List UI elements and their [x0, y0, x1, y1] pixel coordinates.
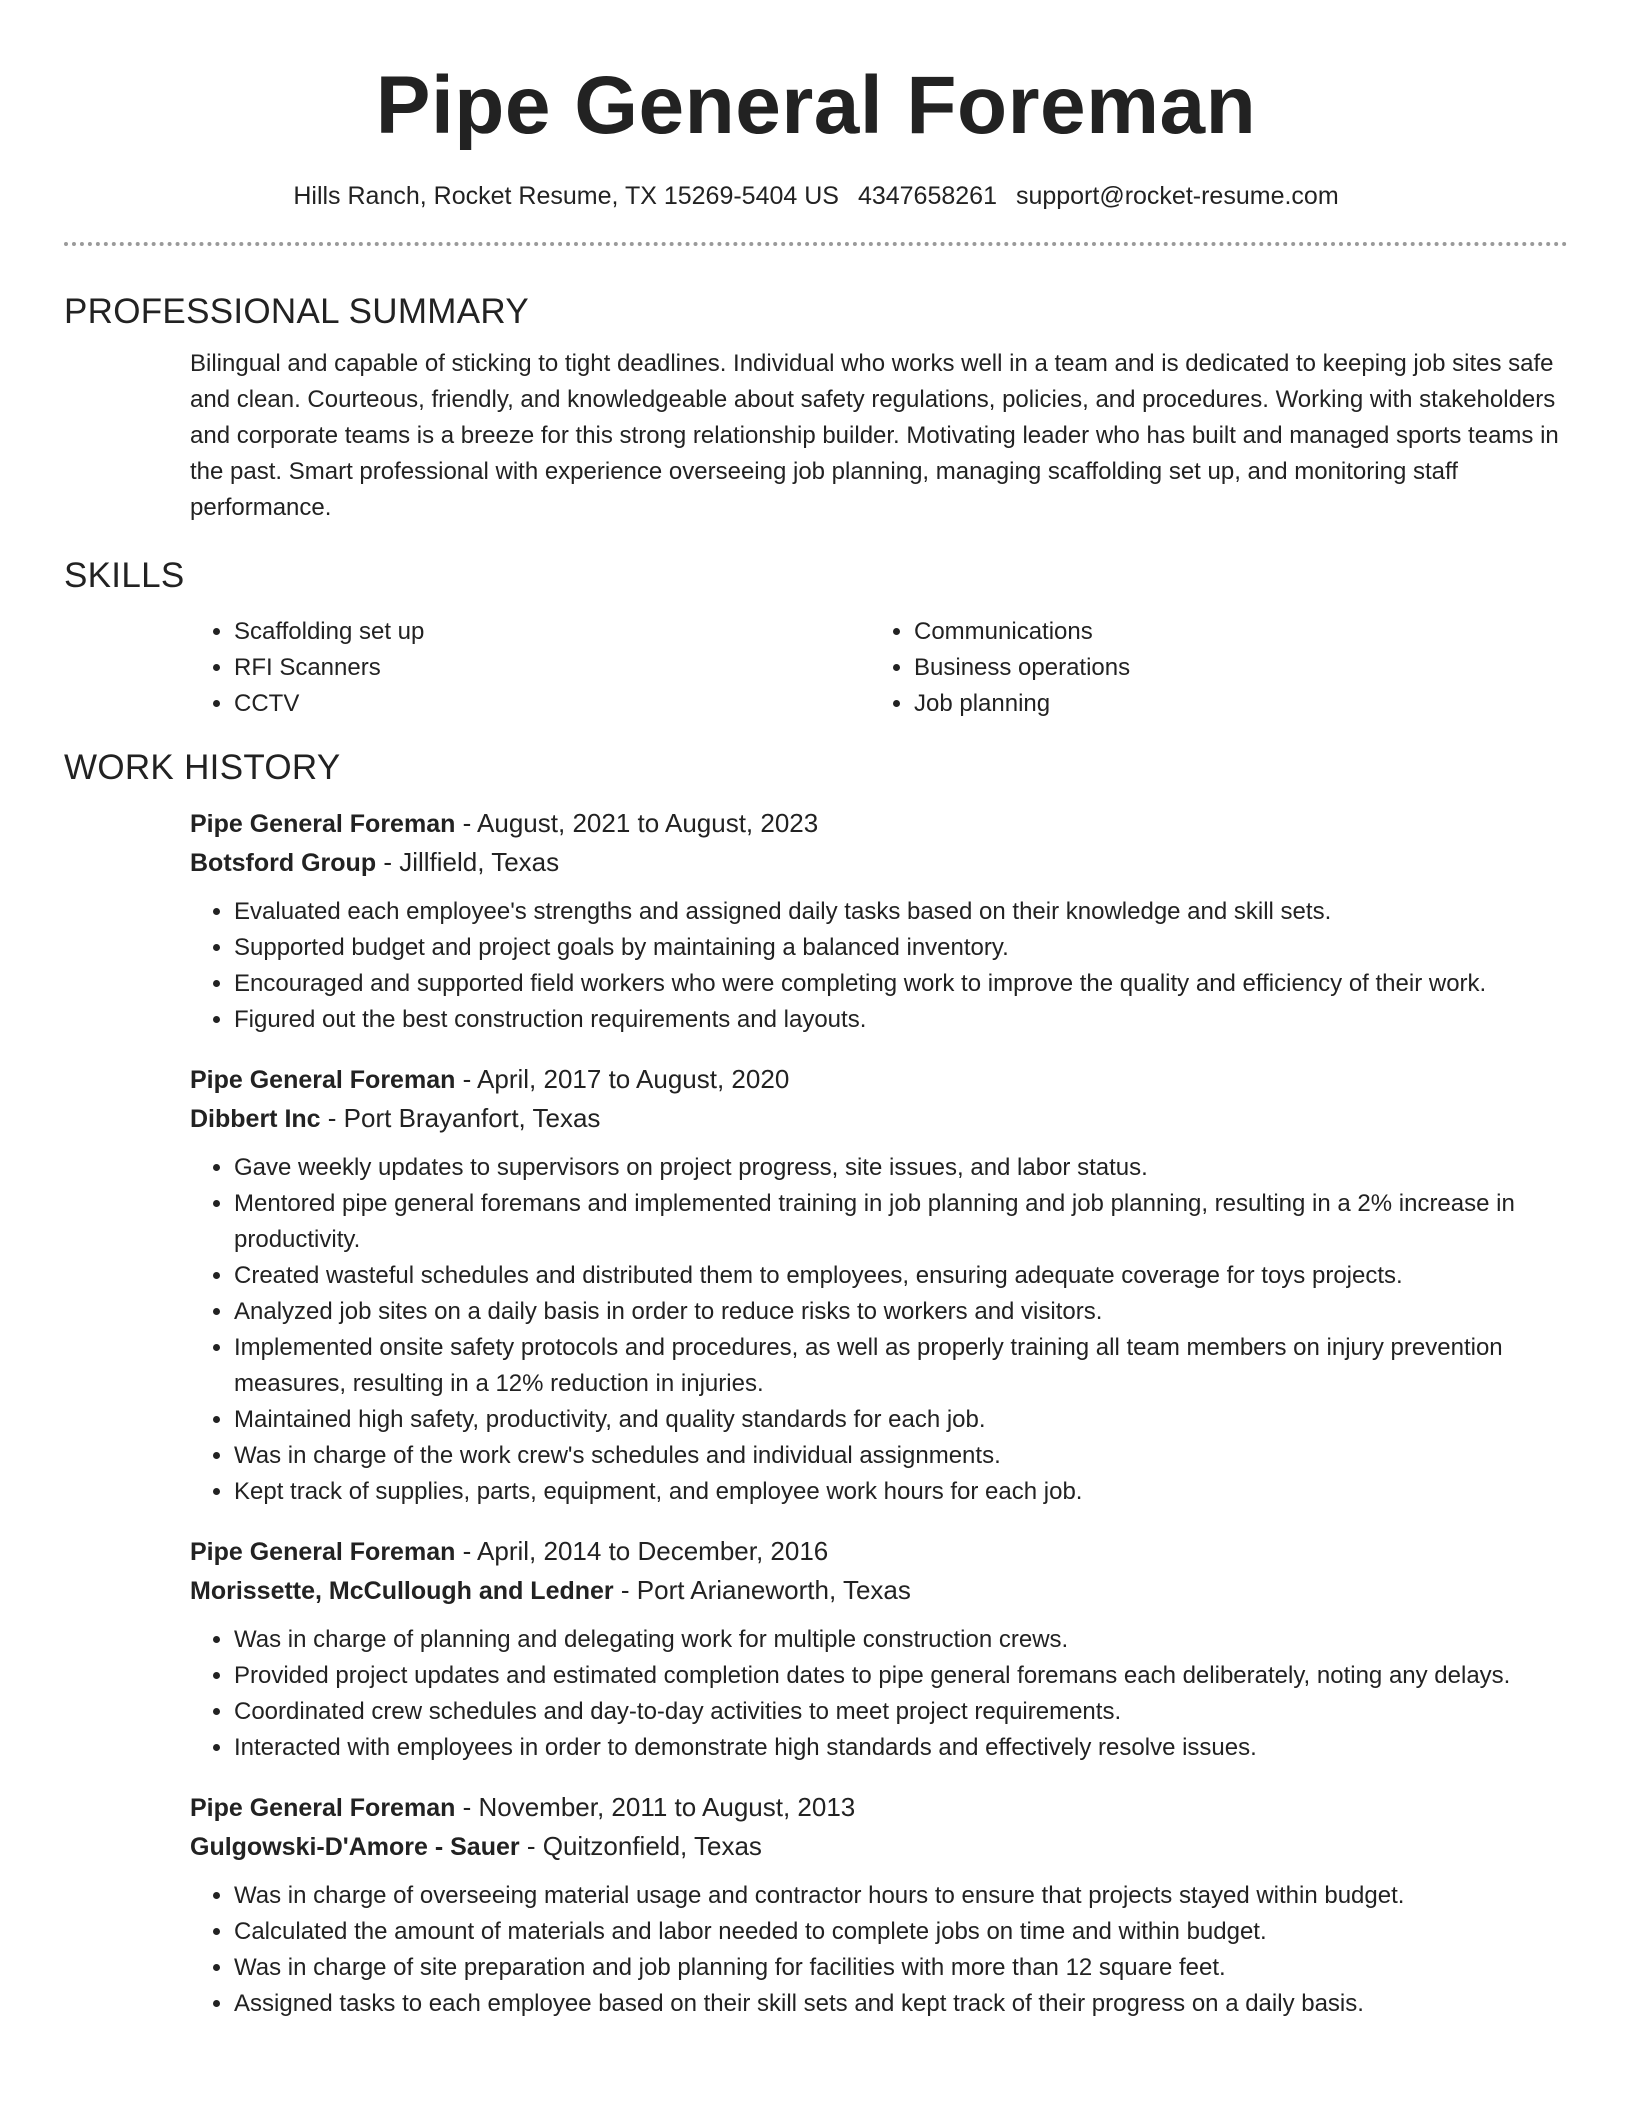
job-bullets — [190, 894, 1568, 1038]
job-bullet: • Supported budget and project goals by maintaining a balanced inventory. — [234, 930, 1568, 966]
job-title-line — [190, 1532, 1568, 1571]
job-entry — [190, 1060, 1568, 1510]
job-dates: - April, 2017 to August, 2020 — [455, 1064, 790, 1094]
skills-column-left — [190, 614, 870, 722]
job-entry — [190, 1532, 1568, 1766]
job-bullet: • Implemented onsite safety protocols and procedures, as well as properly training all team members on injury prevention measures, resulting in a 12% reduction in injuries. — [234, 1330, 1568, 1402]
job-role: Pipe General Foreman — [190, 1066, 456, 1094]
job-bullet: • Assigned tasks to each employee based on their skill sets and kept track of their progress on a daily basis. — [234, 1986, 1568, 2022]
job-bullet: • Analyzed job sites on a daily basis in order to reduce risks to workers and visitors. — [234, 1294, 1568, 1330]
summary-text: Bilingual and capable of sticking to tight deadlines. Individual who works well in a team and is dedicated to keeping job sites safe and clean. Courteous, friendly, and knowledgeable about safety regulations, policies, and procedures. Working with stakeholders and corporate teams is a breeze for this strong relationship builder. Motivating leader who has built and managed sports teams in the past. Smart professional with experience overseeing job planning, managing scaffolding set up, and monitoring staff performance. — [190, 350, 1559, 521]
job-bullet: • Coordinated crew schedules and day-to-day activities to meet project requirements. — [234, 1694, 1568, 1730]
job-bullets — [190, 1878, 1568, 2022]
skills-column-right — [870, 614, 1550, 722]
job-bullet: • Was in charge of planning and delegating work for multiple construction crews. — [234, 1622, 1568, 1658]
job-company: Morissette, McCullough and Ledner — [190, 1577, 614, 1605]
job-title-line — [190, 1060, 1568, 1099]
job-location: - Port Brayanfort, Texas — [320, 1103, 601, 1133]
job-role: Pipe General Foreman — [190, 1794, 456, 1822]
job-entry — [190, 804, 1568, 1038]
job-bullet: • Was in charge of site preparation and job planning for facilities with more than 12 square feet. — [234, 1950, 1568, 1986]
job-bullet: • Encouraged and supported field workers who were completing work to improve the quality and efficiency of their work. — [234, 966, 1568, 1002]
job-company: Gulgowski-D'Amore - Sauer — [190, 1833, 520, 1861]
job-bullets — [190, 1150, 1568, 1510]
job-location: - Jillfield, Texas — [376, 847, 560, 877]
job-bullet: • Mentored pipe general foremans and implemented training in job planning and job planning, resulting in a 2% increase in productivity. — [234, 1186, 1568, 1258]
job-title-line — [190, 1788, 1568, 1827]
contact-phone: 4347658261 — [857, 182, 997, 210]
job-entry — [190, 1788, 1568, 2022]
candidate-name: Pipe General Foreman — [375, 60, 1257, 151]
skill-item: • Scaffolding set up — [234, 614, 870, 650]
contact-address: Hills Ranch, Rocket Resume, TX 15269-5404 US — [293, 182, 839, 210]
work-history-heading: WORK HISTORY — [64, 748, 341, 787]
job-bullet: • Interacted with employees in order to demonstrate high standards and effectively resolve issues. — [234, 1730, 1568, 1766]
contact-line — [64, 180, 1568, 212]
skills-list — [190, 614, 1568, 722]
job-company-line — [190, 843, 1568, 882]
job-company-line — [190, 1099, 1568, 1138]
job-bullet: • Maintained high safety, productivity, and quality standards for each job. — [234, 1402, 1568, 1438]
job-company: Dibbert Inc — [190, 1105, 321, 1133]
job-bullets — [190, 1622, 1568, 1766]
skill-item: • Job planning — [914, 686, 1550, 722]
job-location: - Quitzonfield, Texas — [519, 1831, 762, 1861]
job-dates: - April, 2014 to December, 2016 — [455, 1536, 829, 1566]
job-role: Pipe General Foreman — [190, 810, 456, 838]
skill-item: • Communications — [914, 614, 1550, 650]
job-title-line — [190, 804, 1568, 843]
contact-email: support@rocket-resume.com — [1015, 182, 1339, 210]
job-bullet: • Was in charge of the work crew's schedules and individual assignments. — [234, 1438, 1568, 1474]
job-company-line — [190, 1571, 1568, 1610]
skills-heading: SKILLS — [64, 556, 185, 595]
job-role: Pipe General Foreman — [190, 1538, 456, 1566]
job-company-line — [190, 1827, 1568, 1866]
job-bullet: • Provided project updates and estimated completion dates to pipe general foremans each deliberately, noting any delays. — [234, 1658, 1568, 1694]
job-dates: - August, 2021 to August, 2023 — [455, 808, 819, 838]
job-bullet: • Evaluated each employee's strengths and assigned daily tasks based on their knowledge and skill sets. — [234, 894, 1568, 930]
summary-heading: PROFESSIONAL SUMMARY — [64, 292, 529, 331]
job-dates: - November, 2011 to August, 2013 — [455, 1792, 856, 1822]
skill-item: • Business operations — [914, 650, 1550, 686]
skill-item: • CCTV — [234, 686, 870, 722]
job-bullet: • Kept track of supplies, parts, equipment, and employee work hours for each job. — [234, 1474, 1568, 1510]
job-location: - Port Arianeworth, Texas — [613, 1575, 911, 1605]
skill-item: • RFI Scanners — [234, 650, 870, 686]
job-company: Botsford Group — [190, 849, 377, 877]
job-bullet: • Figured out the best construction requirements and layouts. — [234, 1002, 1568, 1038]
job-bullet: • Calculated the amount of materials and labor needed to complete jobs on time and within budget. — [234, 1914, 1568, 1950]
job-bullet: • Created wasteful schedules and distributed them to employees, ensuring adequate coverage for toys projects. — [234, 1258, 1568, 1294]
job-bullet: • Gave weekly updates to supervisors on project progress, site issues, and labor status. — [234, 1150, 1568, 1186]
job-bullet: • Was in charge of overseeing material usage and contractor hours to ensure that projects stayed within budget. — [234, 1878, 1568, 1914]
header-divider — [64, 242, 1568, 246]
